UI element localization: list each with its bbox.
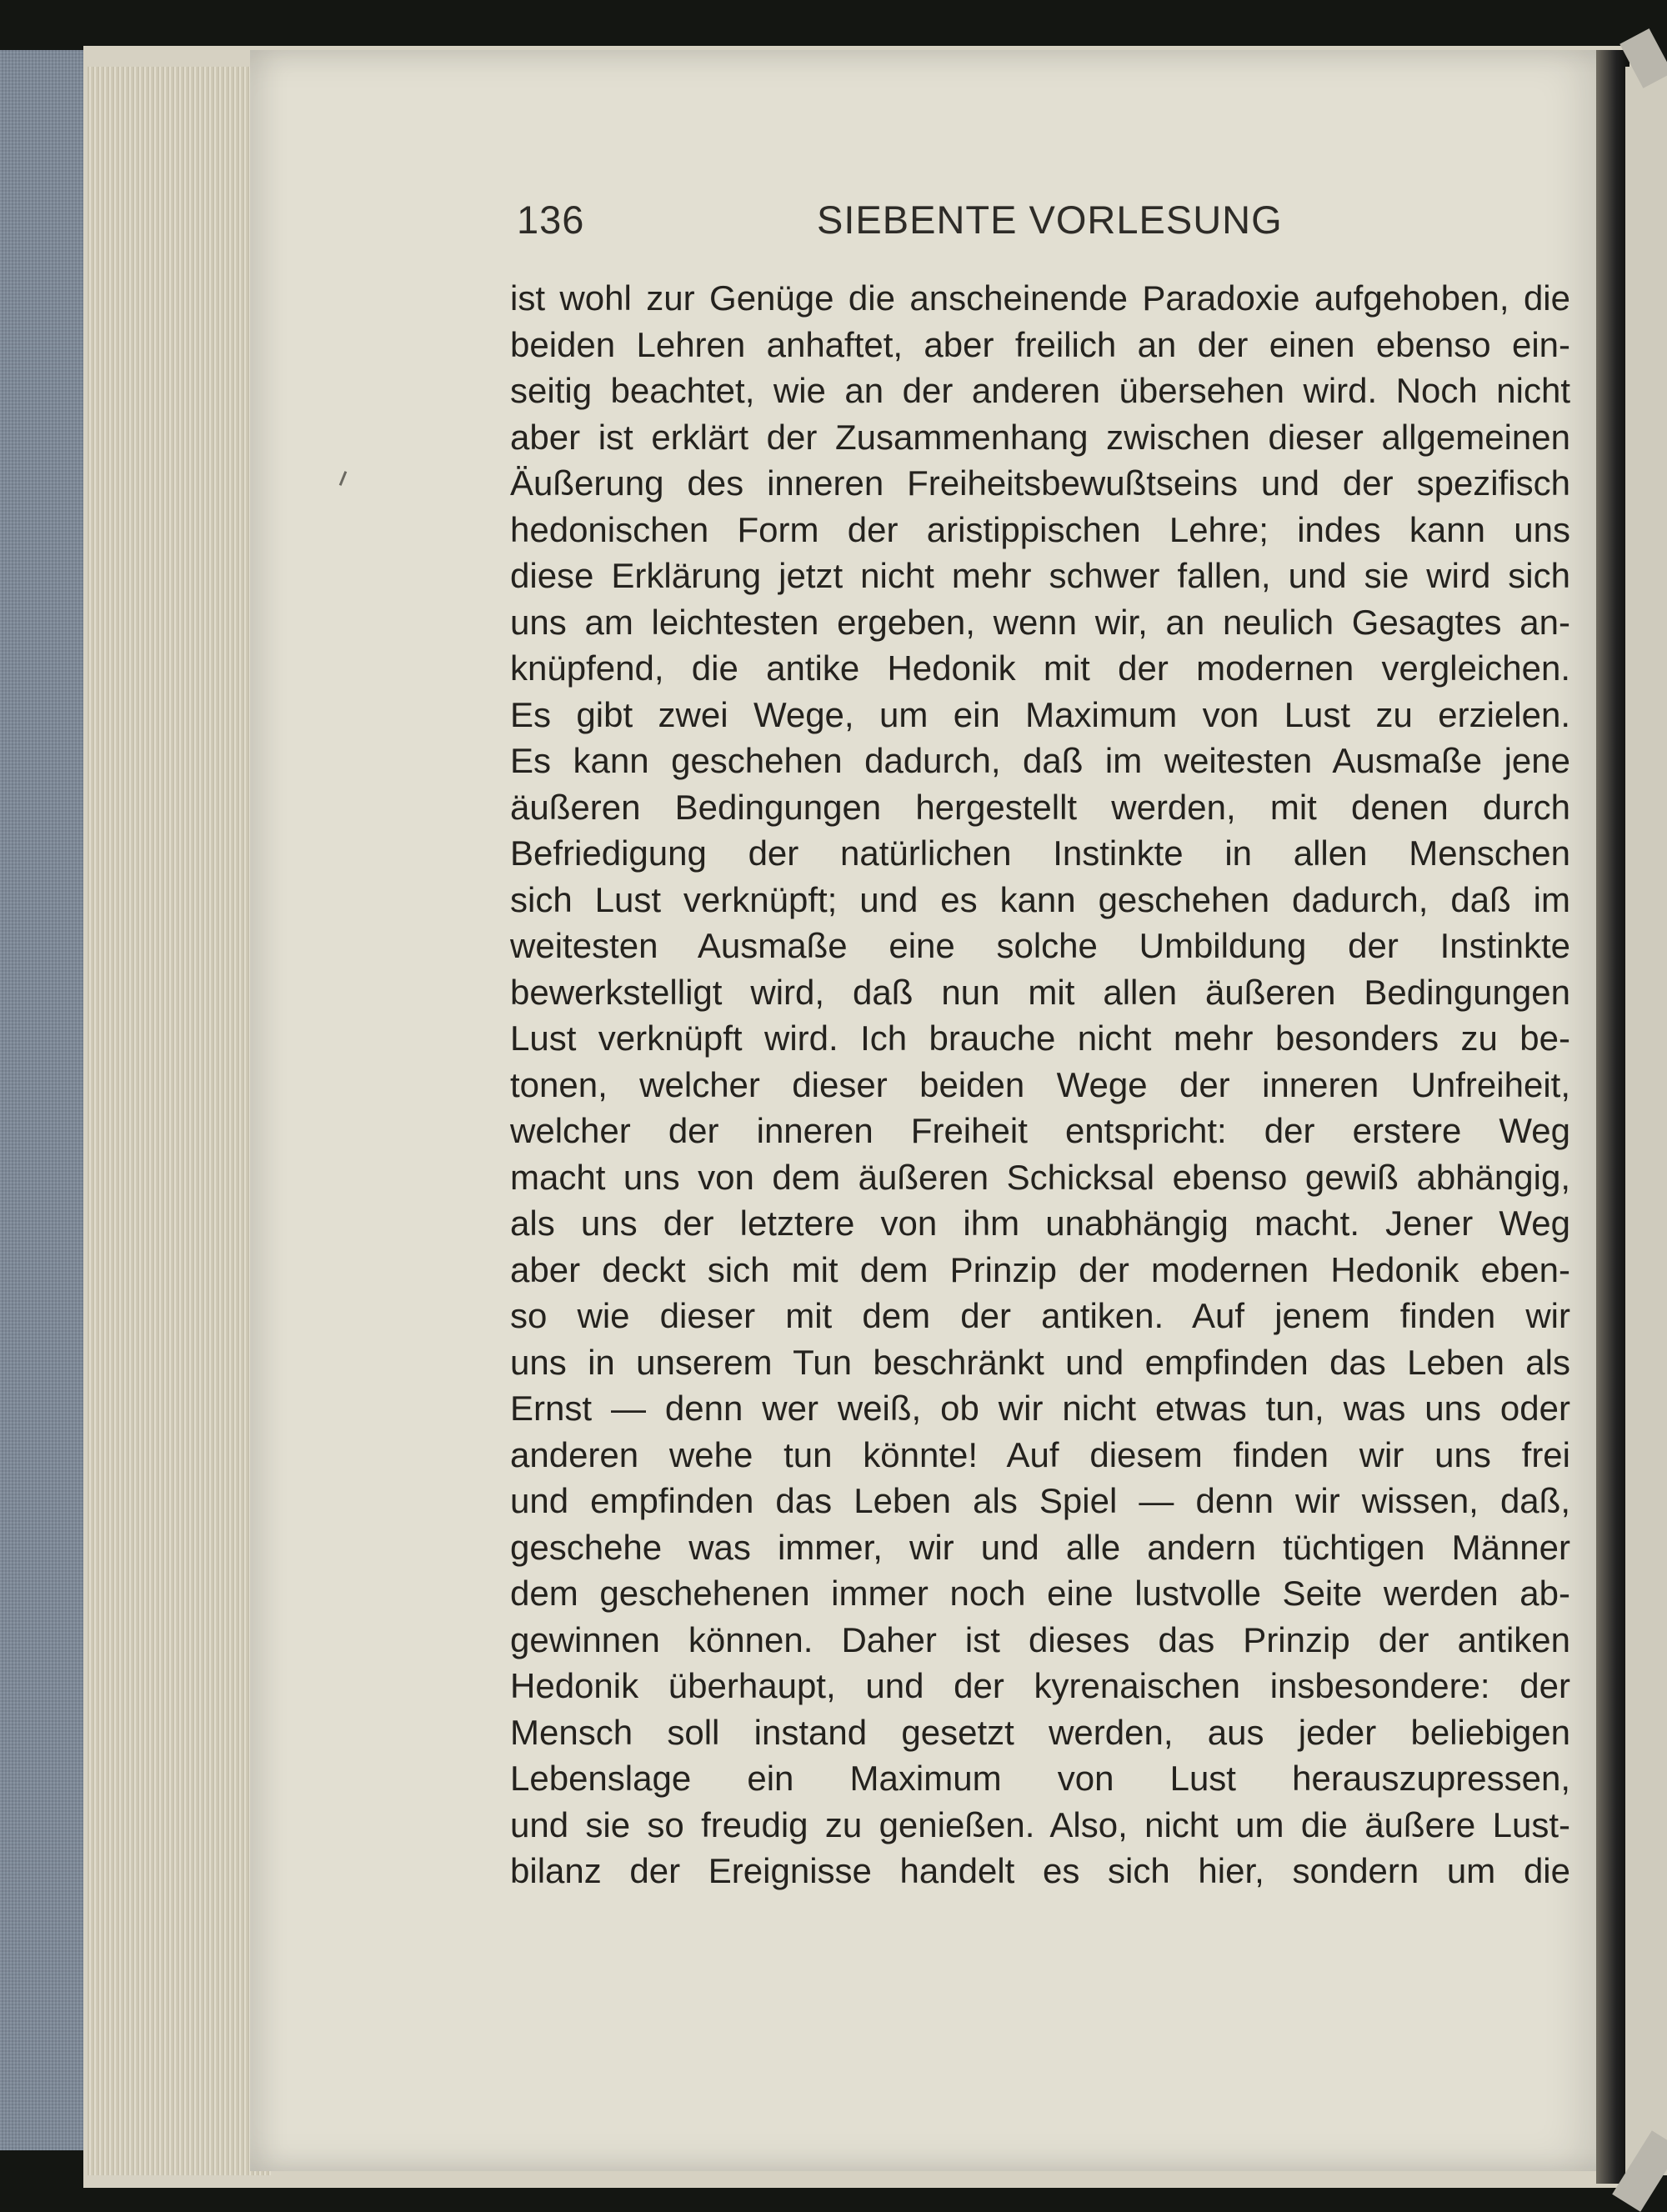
page-number: 136 (517, 198, 585, 242)
text-line: Ernst — denn wer weiß, ob wir nicht etwas tun, was uns oder (510, 1389, 1570, 1428)
text-line: anderen wehe tun könnte! Auf diesem finden wir uns frei (510, 1434, 1570, 1474)
text-line: seitig beachtet, wie an der anderen übersehen wird. Noch nicht (510, 371, 1570, 410)
text-line: uns am leichtesten ergeben, wenn wir, an neulich Gesagtes an- (510, 602, 1570, 642)
page-header (517, 197, 1284, 255)
text-line: Es gibt zwei Wege, um ein Maximum von Lust zu erzielen. (510, 694, 1570, 734)
text-line: als uns der letztere von ihm unabhängig macht. Jener Weg (510, 1204, 1570, 1243)
text-line: aber ist erklärt der Zusammenhang zwischen dieser allgemeinen (510, 417, 1570, 457)
text-line: geschehe was immer, wir und alle andern tüchtigen Männer (510, 1527, 1570, 1567)
text-line: und sie so freudig zu genießen. Also, nicht um die äußere Lust- (510, 1804, 1570, 1844)
text-line: Äußerung des inneren Freiheitsbewußtseins und der spezifisch (510, 463, 1570, 503)
text-line: Es kann geschehen dadurch, daß im weitesten Ausmaße jene (510, 741, 1570, 780)
text-line: macht uns von dem äußeren Schicksal ebenso gewiß abhängig, (510, 1157, 1570, 1197)
text-line: bewerkstelligt wird, daß nun mit allen äußeren Bedingungen (510, 972, 1570, 1012)
text-line: Lust verknüpft wird. Ich brauche nicht mehr besonders zu be- (510, 1018, 1570, 1058)
book-gutter (1596, 50, 1629, 2184)
text-line: äußeren Bedingungen hergestellt werden, mit denen durch (510, 787, 1570, 827)
text-line: knüpfend, die antike Hedonik mit der modernen vergleichen. (510, 648, 1570, 688)
facing-page-edge (1625, 67, 1667, 2175)
text-line: uns in unserem Tun beschränkt und empfinden das Leben als (510, 1342, 1570, 1382)
text-line: und empfinden das Leben als Spiel — denn wir wissen, daß, (510, 1481, 1570, 1520)
text-line: hedonischen Form der aristippischen Lehre; indes kann uns (510, 509, 1570, 549)
running-head: SIEBENTE VORLESUNG (817, 198, 1283, 242)
page-edges (88, 67, 271, 2175)
text-line: welcher der inneren Freiheit entspricht: der erstere Weg (510, 1111, 1570, 1150)
text-line: ist wohl zur Genüge die anscheinende Paradoxie aufgehoben, die (510, 278, 1570, 318)
text-line: diese Erklärung jetzt nicht mehr schwer fallen, und sie wird sich (510, 556, 1570, 595)
text-line: tonen, welcher dieser beiden Wege der inneren Unfreiheit, (510, 1064, 1570, 1104)
text-line: Lebenslage ein Maximum von Lust herauszupressen, (510, 1759, 1570, 1798)
text-line: aber deckt sich mit dem Prinzip der modernen Hedonik eben- (510, 1249, 1570, 1289)
text-line: Befriedigung der natürlichen Instinkte in allen Menschen (510, 833, 1570, 873)
body-text (510, 275, 1570, 1894)
text-line: dem geschehenen immer noch eine lustvolle Seite werden ab- (510, 1574, 1570, 1613)
text-line: beiden Lehren anhaftet, aber freilich an der einen ebenso ein- (510, 324, 1570, 364)
text-line: bilanz der Ereignisse handelt es sich hier, sondern um die (510, 1851, 1570, 1890)
text-line: Mensch soll instand gesetzt werden, aus jeder beliebigen (510, 1712, 1570, 1752)
text-line: sich Lust verknüpft; und es kann geschehen dadurch, daß im (510, 879, 1570, 919)
text-line: weitesten Ausmaße eine solche Umbildung der Instinkte (510, 926, 1570, 965)
text-line: so wie dieser mit dem der antiken. Auf jenem finden wir (510, 1296, 1570, 1335)
text-line: Hedonik überhaupt, und der kyrenaischen insbesondere: der (510, 1666, 1570, 1705)
text-line: gewinnen können. Daher ist dieses das Prinzip der antiken (510, 1619, 1570, 1659)
